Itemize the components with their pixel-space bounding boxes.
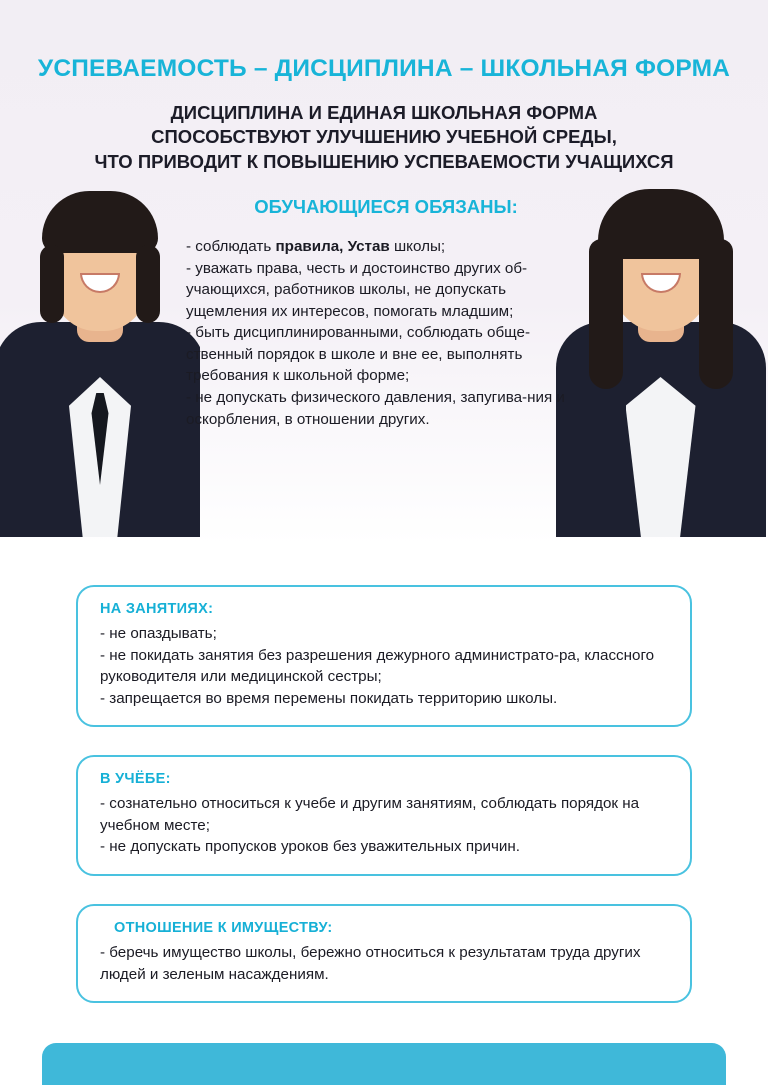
card-lessons-title: НА ЗАНЯТИЯХ: [100,601,214,617]
page-subtitle-line-3: ЧТО ПРИВОДИТ К ПОВЫШЕНИЮ УСПЕВАЕМОСТИ УЧАЩИХСЯ [94,150,674,172]
card-study [76,755,692,876]
boy-photo [0,187,200,537]
page-subtitle-line-2: СПОСОБСТВУЮТ УЛУЧШЕНИЮ УЧЕБНОЙ СРЕДЫ, [151,126,617,148]
duties-item-4: - не допускать физического давления, запугива-ния и оскорбления, в отношении других. [186,389,565,428]
duties-item-2: - уважать права, честь и достоинство других об-учающихся, работников школы, не допускать ущемления их интересов, помогать младшим; [186,259,528,320]
page-subtitle-line-1: ДИСЦИПЛИНА И ЕДИНАЯ ШКОЛЬНАЯ ФОРМА [170,101,598,123]
rules-cards [0,585,768,1031]
duties-list [186,236,586,430]
card-lessons-line-2: - не покидать занятия без разрешения дежурного администрато-ра, классного руководителя или медицинской сестры; [100,646,655,686]
duties-item-1-post: школы; [389,238,446,255]
page-title: УСПЕВАЕМОСТЬ – ДИСЦИПЛИНА – ШКОЛЬНАЯ ФОРМА [37,55,731,82]
card-lessons-body [100,623,670,709]
card-study-body [100,793,670,858]
duties-item-1-pre: - соблюдать [186,238,276,255]
card-property-line-1: - беречь имущество школы, бережно относиться к результатам труда других людей и зеленым насаждениям. [100,944,641,983]
card-lessons-line-3: - запрещается во время перемены покидать территорию школы. [100,689,558,707]
card-property-title: ОТНОШЕНИЕ К ИМУЩЕСТВУ: [114,920,333,937]
card-study-line-2: - не допускать пропусков уроков без уважительных причин. [100,838,521,856]
page-subtitle [0,101,768,174]
card-study-line-1: - сознательно относиться к учебе и другим занятиям, соблюдать порядок на учебном месте; [100,795,640,834]
card-property-body [100,942,670,985]
duties-title: ОБУЧАЮЩИЕСЯ ОБЯЗАНЫ: [254,196,518,217]
card-property [76,904,692,1003]
card-study-title: В УЧЁБЕ: [100,771,171,788]
card-lessons-line-1: - не опаздывать; [100,625,217,642]
bottom-bar [42,1043,726,1085]
duties-item-3: - быть дисциплинированными, соблюдать обще-ственный порядок в школе и вне ее, выполнять требования к школьной форме; [186,324,531,385]
card-lessons [76,585,692,727]
duties-item-1 [186,236,586,258]
duties-item-1-bold: правила, Устав [275,238,390,255]
duties-panel [186,196,586,430]
